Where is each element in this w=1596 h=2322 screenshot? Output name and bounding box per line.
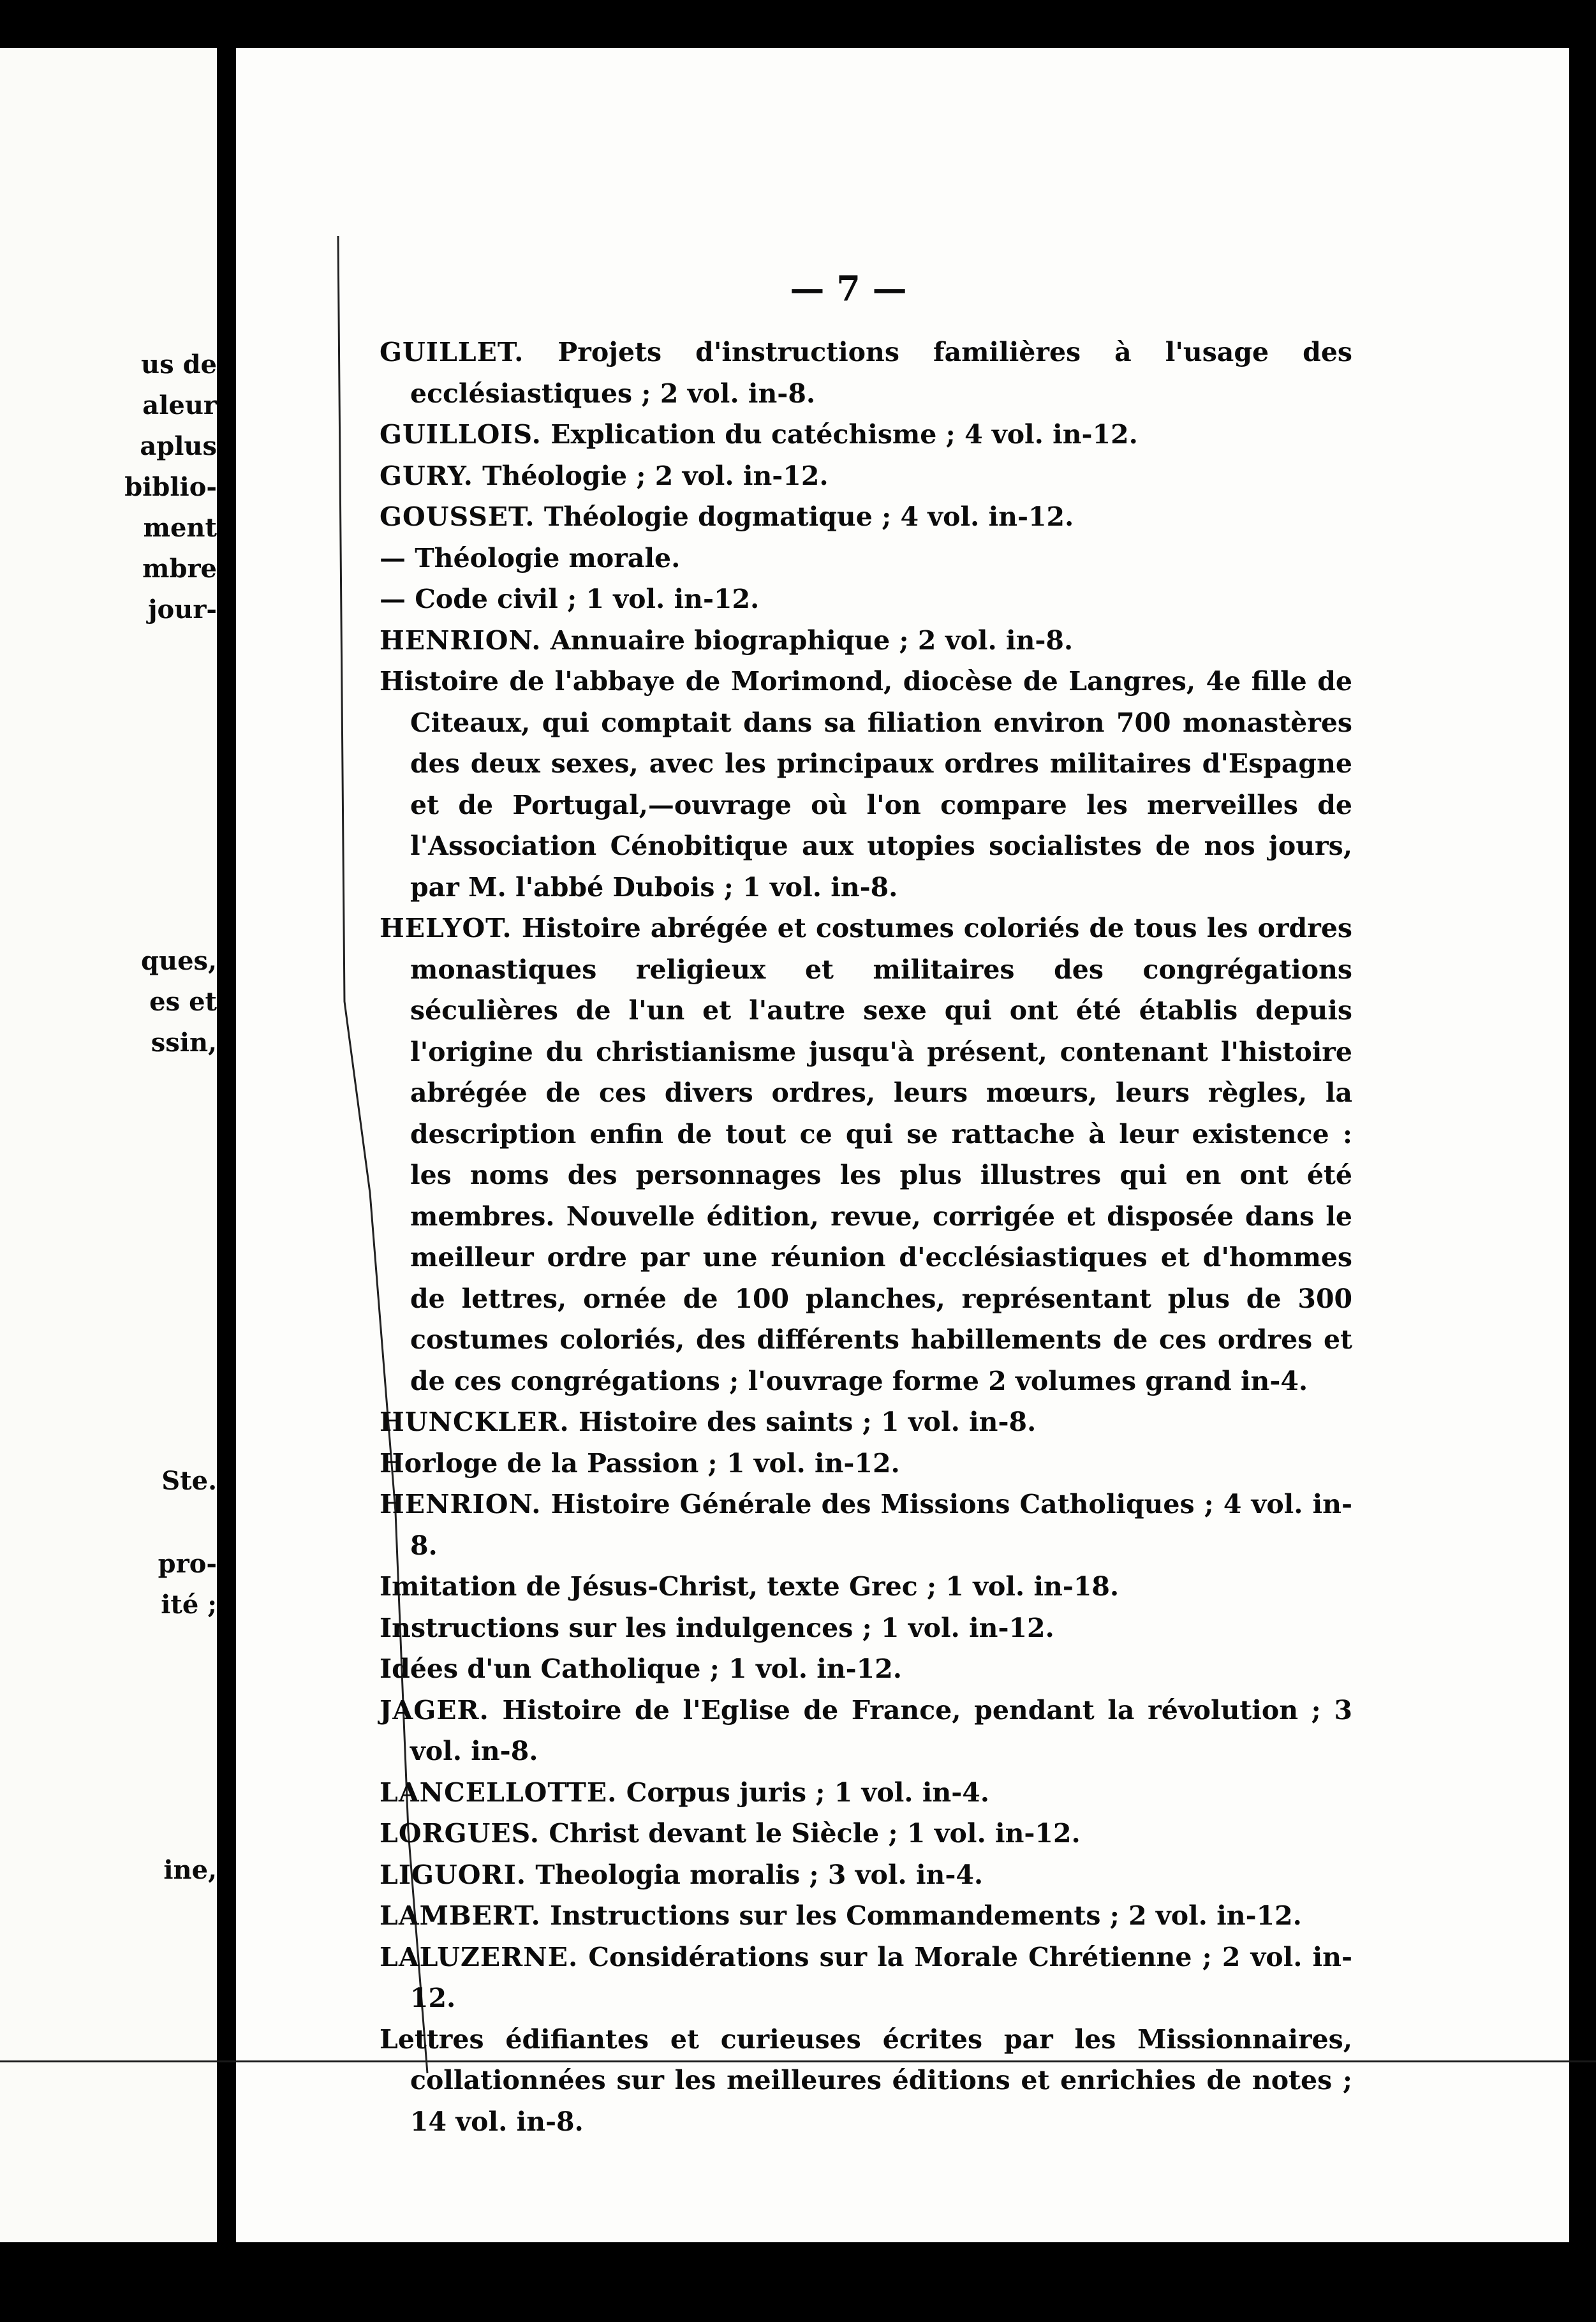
catalog-entry	[380, 1608, 1352, 1649]
left-page-text-block-5	[0, 1850, 217, 1891]
page-fold	[217, 48, 236, 2242]
catalog-entry	[380, 1772, 1352, 1814]
entry-text: Theologia moralis ; 3 vol. in-4.	[535, 1859, 984, 1890]
catalog-entry	[380, 1648, 1352, 1690]
catalog-entry	[380, 455, 1352, 497]
left-line: ité ;	[161, 1590, 217, 1620]
page-number: — 7 —	[790, 268, 907, 309]
entry-author: GUILLET.	[380, 337, 524, 367]
left-line: ques,	[141, 946, 217, 976]
entry-text: Imitation de Jésus-Christ, texte Grec ; 1 vol. in-18.	[380, 1571, 1119, 1602]
catalog-entry	[380, 661, 1352, 908]
left-line: biblio-	[124, 472, 217, 502]
catalog-entry	[380, 414, 1352, 455]
entry-text: Christ devant le Siècle ; 1 vol. in-12.	[549, 1818, 1081, 1849]
entry-author: GOUSSET.	[380, 501, 535, 532]
entry-text: Histoire de l'Eglise de France, pendant la révolution ; 3 vol. in-8.	[410, 1694, 1352, 1766]
catalog-entry	[380, 496, 1352, 538]
entry-author: GUILLOIS.	[380, 419, 542, 450]
catalog-entry	[380, 1813, 1352, 1854]
catalog-entry	[380, 579, 1352, 620]
entry-author: HUNCKLER.	[380, 1407, 570, 1437]
left-line: jour-	[148, 595, 217, 625]
entry-text: Explication du catéchisme ; 4 vol. in-12.	[550, 419, 1138, 450]
catalog-entry	[380, 332, 1352, 414]
entry-author: GURY.	[380, 460, 473, 491]
entry-author: LAMBERT.	[380, 1900, 541, 1931]
left-page-text-block-1	[0, 344, 217, 630]
entry-author: JAGER.	[380, 1694, 489, 1726]
catalog-entry	[380, 2019, 1352, 2143]
catalog-entry	[380, 538, 1352, 579]
left-line: ine,	[163, 1855, 217, 1885]
entry-text: Histoire des saints ; 1 vol. in-8.	[578, 1407, 1037, 1437]
left-line: Ste.	[161, 1466, 217, 1496]
entry-text: Lettres édifiantes et curieuses écrites par les Missionnaires, collationnées sur les meilleures éditions et enrichies de notes ; 14 vol. in-8.	[380, 2023, 1352, 2137]
catalog-list	[380, 332, 1352, 2142]
entry-text: Horloge de la Passion ; 1 vol. in-12.	[380, 1447, 900, 1479]
left-line: us de	[141, 350, 217, 380]
left-line: es et	[149, 987, 217, 1017]
entry-text: Histoire de l'abbaye de Morimond, diocèse de Langres, 4e fille de Citeaux, qui comptait dans sa filiation environ 700 monastères des deux sexes, avec les principaux ordres militaires d'Espagne et de Portugal,—ouvrage où l'on compare les merveilles de l'Association Cénobitique aux utopies socialistes de nos jours, par M. l'abbé Dubois ; 1 vol. in-8.	[380, 666, 1352, 903]
entry-author: LIGUORI.	[380, 1859, 527, 1890]
entry-author: HENRION.	[380, 1489, 542, 1520]
entry-author: LORGUES.	[380, 1818, 540, 1849]
entry-text: Considérations sur la Morale Chrétienne ; 2 vol. in-12.	[410, 1941, 1352, 2013]
catalog-entry	[380, 1566, 1352, 1608]
left-line: ment	[143, 513, 217, 543]
entry-text: — Code civil ; 1 vol. in-12.	[380, 584, 760, 614]
entry-text: Instructions sur les Commandements ; 2 vol. in-12.	[550, 1900, 1302, 1931]
left-page-text-block-4	[0, 1544, 217, 1625]
entry-author: LALUZERNE.	[380, 1941, 579, 1972]
left-line: ssin,	[151, 1028, 217, 1058]
entry-author: LANCELLOTTE.	[380, 1777, 617, 1808]
entry-text: — Théologie morale.	[380, 542, 681, 573]
entry-author: HENRION.	[380, 625, 542, 656]
entry-text: Théologie dogmatique ; 4 vol. in-12.	[543, 501, 1074, 532]
entry-text: Corpus juris ; 1 vol. in-4.	[626, 1777, 990, 1808]
entry-text: Idées d'un Catholique ; 1 vol. in-12.	[380, 1653, 902, 1684]
left-line: aleur	[142, 390, 217, 420]
left-page-text-block-3	[0, 1461, 217, 1502]
catalog-entry	[380, 1484, 1352, 1566]
entry-text: Histoire Générale des Missions Catholiques ; 4 vol. in-8.	[410, 1489, 1353, 1561]
left-line: aplus	[140, 431, 217, 461]
catalog-entry	[380, 1937, 1352, 2019]
entry-text: Histoire abrégée et costumes coloriés de tous les ordres monastiques religieux et militaires des congrégations séculières de l'un et l'autre sexe qui ont été établis depuis l'origine du christianisme jusqu'à présent, contenant l'histoire abrégée de ces divers ordres, leurs mœurs, leurs règles, la description enfin de tout ce qui se rattache à leur existence : les noms des personnages les plus illustres qui en ont été membres. Nouvelle édition, revue, corrigée et disposée dans le meilleur ordre par une réunion d'ecclésiastiques et d'hommes de lettres, ornée de 100 planches, représentant plus de 300 costumes coloriés, des différents habillements de ces ordres et de ces congrégations ; l'ouvrage forme 2 volumes grand in-4.	[410, 913, 1352, 1396]
catalog-entry	[380, 1895, 1352, 1937]
entry-text: Théologie ; 2 vol. in-12.	[482, 460, 829, 491]
left-line: pro-	[158, 1549, 217, 1579]
left-line: mbre	[142, 554, 217, 584]
catalog-entry	[380, 908, 1352, 1401]
catalog-entry	[380, 1854, 1352, 1896]
entry-text: Projets d'instructions familières à l'usage des ecclésiastiques ; 2 vol. in-8.	[410, 337, 1352, 409]
entry-text: Instructions sur les indulgences ; 1 vol. in-12.	[380, 1612, 1054, 1643]
catalog-entry	[380, 1690, 1352, 1772]
entry-author: HELYOT.	[380, 913, 512, 943]
catalog-entry	[380, 1401, 1352, 1443]
entry-text: Annuaire biographique ; 2 vol. in-8.	[550, 625, 1074, 656]
catalog-entry	[380, 1443, 1352, 1484]
catalog-entry	[380, 620, 1352, 662]
left-page-text-block-2	[0, 941, 217, 1063]
